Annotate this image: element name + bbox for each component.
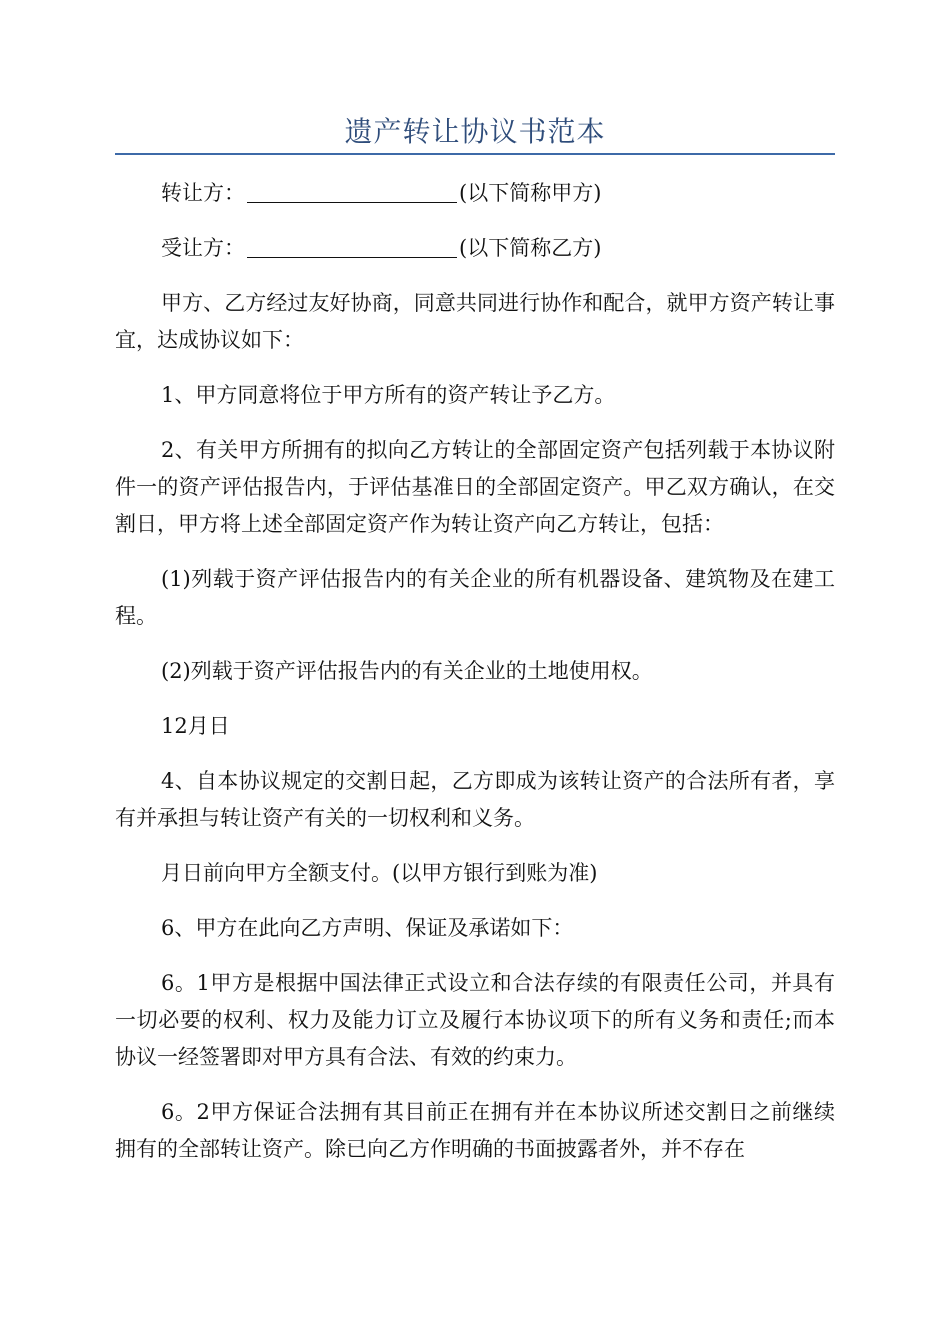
paragraph-clause-6-1: 6。1甲方是根据中国法律正式设立和合法存续的有限责任公司，并具有一切必要的权利、权力及能力订立及履行本协议项下的所有义务和责任;而本协议一经签署即对甲方具有合法、有效的约束力。	[115, 971, 835, 1069]
paragraph-clause-6: 6、甲方在此向乙方声明、保证及承诺如下：	[161, 916, 574, 940]
transferor-suffix: (以下简称甲方)	[459, 181, 602, 205]
paragraph-clause-4: 4、自本协议规定的交割日起，乙方即成为该转让资产的合法所有者，享有并承担与转让资产有关的一切权利和义务。	[115, 769, 835, 830]
paragraph-clause-2-item-1: (1)列载于资产评估报告内的有关企业的所有机器设备、建筑物及在建工程。	[115, 567, 835, 628]
transferee-label: 受让方：	[161, 236, 245, 260]
document-body	[115, 175, 835, 1186]
transferor-line	[115, 175, 835, 212]
title-underline	[115, 153, 835, 155]
transferor-label: 转让方：	[161, 181, 245, 205]
paragraph-clause-1: 1、甲方同意将位于甲方所有的资产转让予乙方。	[161, 383, 616, 407]
paragraph-clause-3: 12月日	[161, 714, 230, 738]
paragraph-clause-5: 月日前向甲方全额支付。(以甲方银行到账为准)	[161, 861, 598, 885]
paragraph-clause-2-item-2: (2)列载于资产评估报告内的有关企业的土地使用权。	[161, 659, 653, 683]
paragraph-intro: 甲方、乙方经过友好协商，同意共同进行协作和配合，就甲方资产转让事宜，达成协议如下：	[115, 291, 835, 352]
paragraph-clause-2: 2、有关甲方所拥有的拟向乙方转让的全部固定资产包括列载于本协议附件一的资产评估报告内，于评估基准日的全部固定资产。甲乙双方确认，在交割日，甲方将上述全部固定资产作为转让资产向乙方转让，包括：	[115, 438, 835, 536]
transferee-line	[115, 230, 835, 267]
transferee-blank	[247, 233, 457, 258]
page-title: 遗产转让协议书范本	[344, 115, 606, 148]
transferor-blank	[247, 178, 457, 203]
paragraph-clause-6-2: 6。2甲方保证合法拥有其目前正在拥有并在本协议所述交割日之前继续拥有的全部转让资产。除已向乙方作明确的书面披露者外，并不存在	[115, 1100, 835, 1161]
transferee-suffix: (以下简称乙方)	[459, 236, 602, 260]
